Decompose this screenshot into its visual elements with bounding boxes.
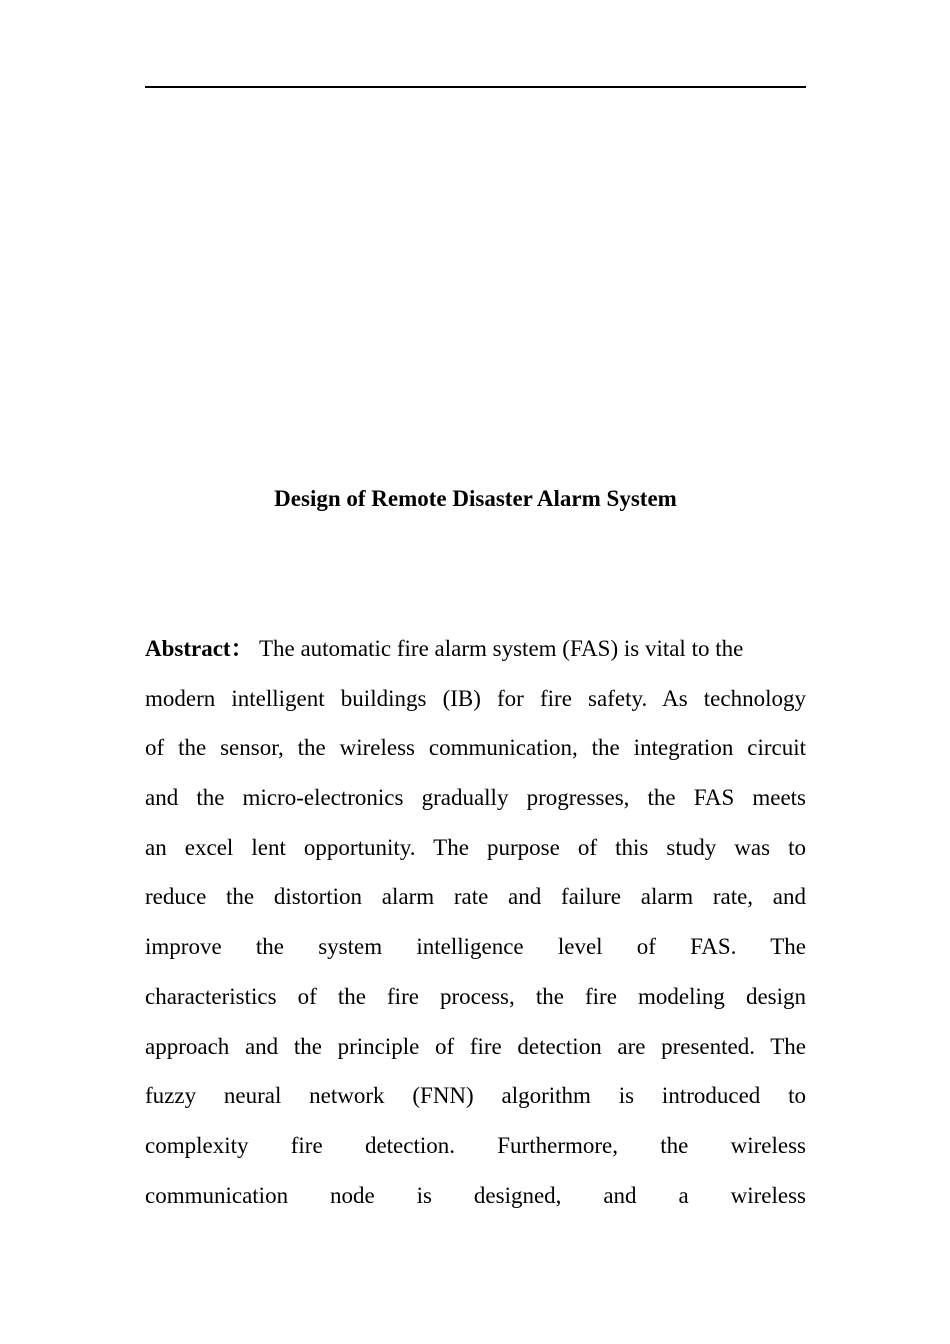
abstract-line: reduce the distortion alarm rate and failure alarm rate, and <box>145 884 806 909</box>
abstract-line: complexity fire detection. Furthermore, the wireless <box>145 1133 806 1158</box>
abstract-line: an excel lent opportunity. The purpose of this study was to <box>145 835 806 860</box>
abstract-line: modern intelligent buildings (IB) for fire safety. As technology <box>145 686 806 711</box>
abstract-text: The automatic fire alarm system (FAS) is vital to the <box>258 636 744 661</box>
abstract-line: approach and the principle of fire detection are presented. The <box>145 1034 806 1059</box>
abstract-label: Abstract： <box>145 636 254 661</box>
abstract-line <box>145 634 806 664</box>
abstract-line: improve the system intelligence level of FAS. The <box>145 934 806 959</box>
abstract-line: characteristics of the fire process, the fire modeling design <box>145 984 806 1009</box>
abstract-line: fuzzy neural network (FNN) algorithm is introduced to <box>145 1083 806 1108</box>
header-rule <box>145 86 806 88</box>
abstract-line: and the micro-electronics gradually progresses, the FAS meets <box>145 785 806 810</box>
document-title: Design of Remote Disaster Alarm System <box>274 486 677 511</box>
abstract-line: of the sensor, the wireless communication, the integration circuit <box>145 735 806 760</box>
abstract-line: communication node is designed, and a wireless <box>145 1183 806 1208</box>
